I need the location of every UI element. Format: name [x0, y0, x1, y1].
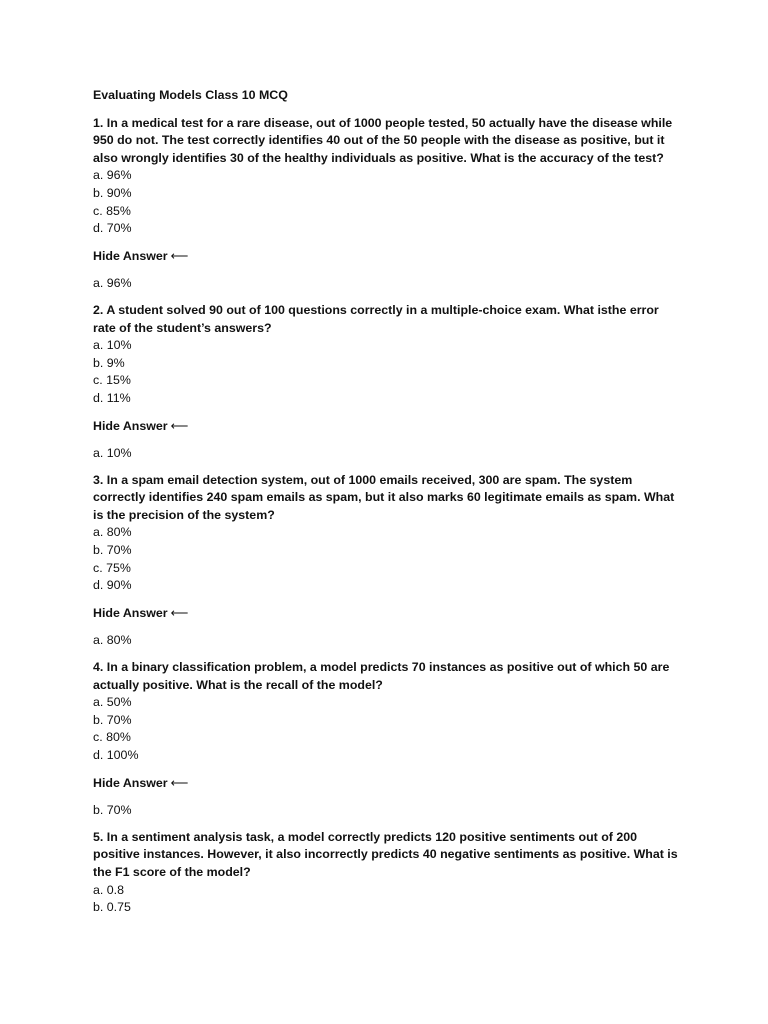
option-d: d. 90%	[93, 578, 132, 593]
option-b: b. 70%	[93, 543, 132, 558]
hide-answer-toggle[interactable]	[93, 775, 188, 793]
hide-answer-toggle[interactable]	[93, 248, 188, 266]
question-1	[93, 115, 683, 293]
left-arrow-icon: ⟵	[170, 605, 189, 620]
option-b: b. 0.75	[93, 900, 131, 915]
option-b: b. 9%	[93, 355, 125, 370]
option-a: a. 80%	[93, 525, 132, 540]
left-arrow-icon: ⟵	[170, 248, 189, 263]
hide-answer-toggle[interactable]	[93, 605, 188, 623]
left-arrow-icon: ⟵	[170, 775, 189, 790]
option-c: c. 85%	[93, 203, 131, 218]
question-text: 1. In a medical test for a rare disease, out of 1000 people tested, 50 actually have the disease while 950 do not. The test correctly identifies 40 out of the 50 people with the disease as positive, but it also wrongly identifies 30 of the healthy individuals as positive. What is the accuracy of the test?	[93, 115, 673, 165]
option-a: a. 50%	[93, 695, 132, 710]
answer-text: a. 80%	[93, 633, 132, 648]
document-title: Evaluating Models Class 10 MCQ	[93, 88, 288, 102]
question-4	[93, 659, 683, 820]
option-c: c. 80%	[93, 730, 131, 745]
answer-text: a. 96%	[93, 276, 132, 291]
option-a: a. 96%	[93, 168, 132, 183]
option-d: d. 70%	[93, 221, 132, 236]
option-d: d. 11%	[93, 390, 131, 405]
option-b: b. 70%	[93, 712, 132, 727]
left-arrow-icon: ⟵	[170, 418, 189, 433]
question-text: 2. A student solved 90 out of 100 questions correctly in a multiple-choice exam. What isthe error rate of the student’s answers?	[93, 302, 659, 335]
question-5	[93, 829, 683, 917]
option-a: a. 0.8	[93, 882, 125, 897]
document-page	[93, 87, 683, 917]
option-c: c. 15%	[93, 373, 131, 388]
question-text: 3. In a spam email detection system, out of 1000 emails received, 300 are spam. The system correctly identifies 240 spam emails as spam, but it also marks 60 legitimate emails as spam. What is the precision of the system?	[93, 472, 675, 522]
hide-answer-label: Hide Answer	[93, 248, 168, 263]
option-c: c. 75%	[93, 560, 131, 575]
option-d: d. 100%	[93, 748, 139, 762]
answer-text: a. 10%	[93, 446, 132, 461]
hide-answer-label: Hide Answer	[93, 605, 168, 620]
question-2	[93, 302, 683, 463]
question-3	[93, 472, 683, 650]
option-b: b. 90%	[93, 185, 132, 200]
question-text: 4. In a binary classification problem, a model predicts 70 instances as positive out of which 50 are actually positive. What is the recall of the model?	[93, 660, 670, 692]
question-text: 5. In a sentiment analysis task, a model correctly predicts 120 positive sentiments out of 200 positive instances. However, it also incorrectly predicts 40 negative sentiments as positive. What is the F1 score of the model?	[93, 829, 678, 879]
answer-text: b. 70%	[93, 803, 132, 818]
hide-answer-label: Hide Answer	[93, 775, 168, 790]
option-a: a. 10%	[93, 338, 132, 353]
hide-answer-label: Hide Answer	[93, 418, 168, 433]
hide-answer-toggle[interactable]	[93, 418, 188, 436]
